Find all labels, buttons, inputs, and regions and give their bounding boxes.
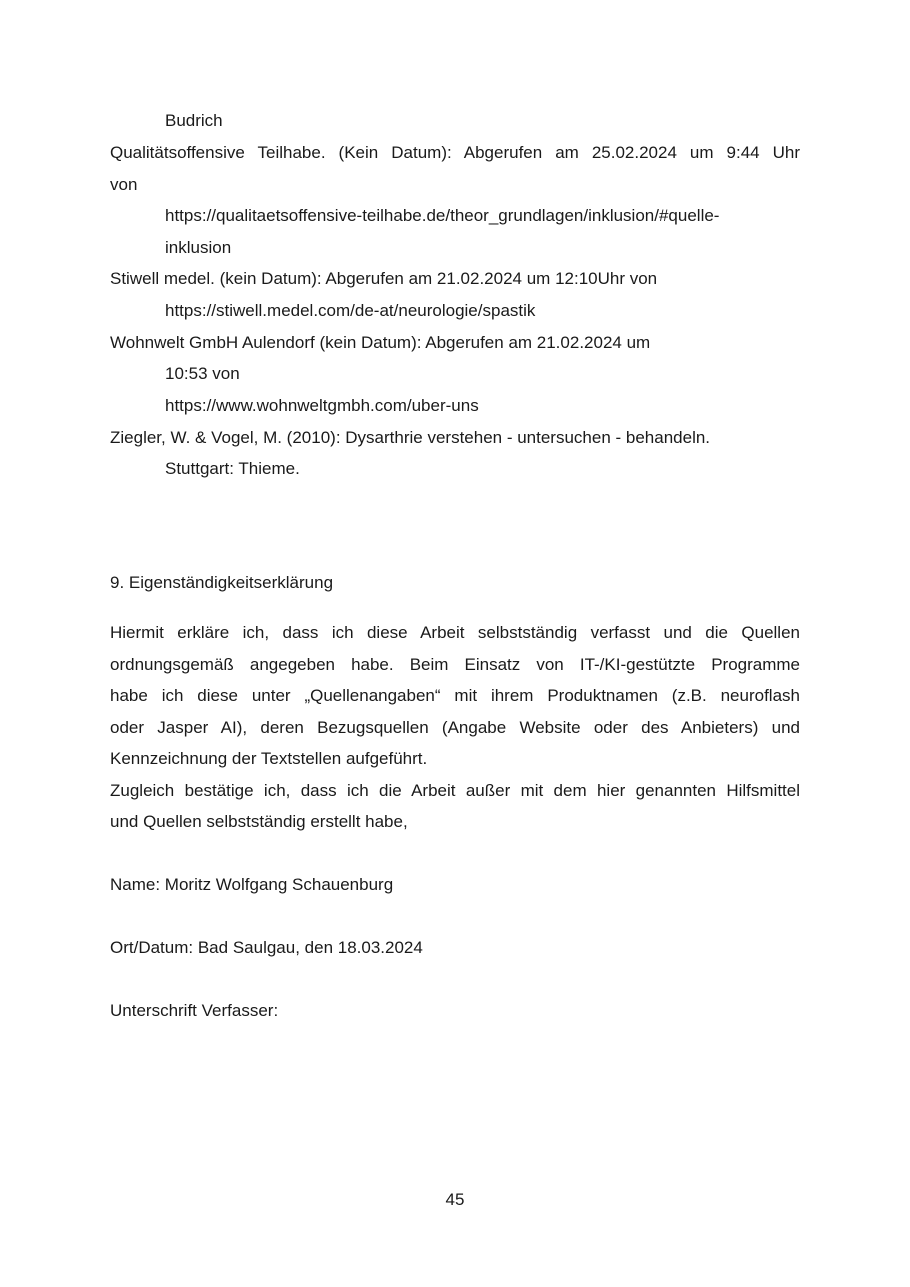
signature-label: Unterschrift Verfasser: bbox=[110, 1001, 279, 1020]
reference-qualitaetsoffensive-line2: von bbox=[110, 175, 138, 194]
declaration-paragraph-line: Kennzeichnung der Textstellen aufgeführt. bbox=[110, 749, 428, 768]
reference-ziegler-line1: Ziegler, W. & Vogel, M. (2010): Dysarthrie verstehen - untersuchen - behandeln. bbox=[110, 428, 711, 447]
page-number: 45 bbox=[445, 1190, 465, 1209]
declaration-paragraph-line: Hiermit erkläre ich, dass ich diese Arbeit selbstständig verfasst und die Quellen bbox=[110, 623, 800, 642]
reference-budrich-continuation: Budrich bbox=[165, 111, 223, 130]
author-name: Name: Moritz Wolfgang Schauenburg bbox=[110, 875, 394, 894]
reference-ziegler-line2: Stuttgart: Thieme. bbox=[165, 459, 300, 478]
reference-wohnwelt-line1: Wohnwelt GmbH Aulendorf (kein Datum): Abgerufen am 21.02.2024 um bbox=[110, 333, 651, 352]
reference-wohnwelt-line2: 10:53 von bbox=[165, 364, 240, 383]
reference-qualitaetsoffensive-line1: Qualitätsoffensive Teilhabe. (Kein Datum): Abgerufen am 25.02.2024 um 9:44 Uhr bbox=[110, 143, 800, 162]
reference-wohnwelt-url[interactable]: https://www.wohnweltgmbh.com/uber-uns bbox=[165, 396, 479, 415]
reference-stiwell-line1: Stiwell medel. (kein Datum): Abgerufen am 21.02.2024 um 12:10Uhr von bbox=[110, 269, 658, 288]
declaration-paragraph-line: habe ich diese unter „Quellenangaben“ mit ihrem Produktnamen (z.B. neuroflash bbox=[110, 686, 800, 705]
confirmation-paragraph-line: Zugleich bestätige ich, dass ich die Arbeit außer mit dem hier genannten Hilfsmittel bbox=[110, 781, 800, 800]
section-heading-declaration: 9. Eigenständigkeitserklärung bbox=[110, 573, 334, 592]
declaration-paragraph-line: oder Jasper AI), deren Bezugsquellen (Angabe Website oder des Anbieters) und bbox=[110, 718, 800, 737]
confirmation-paragraph-line: und Quellen selbstständig erstellt habe, bbox=[110, 812, 408, 831]
reference-stiwell-url[interactable]: https://stiwell.medel.com/de-at/neurologie/spastik bbox=[165, 301, 536, 320]
place-date: Ort/Datum: Bad Saulgau, den 18.03.2024 bbox=[110, 938, 423, 957]
reference-qualitaetsoffensive-url-continuation[interactable]: inklusion bbox=[165, 238, 232, 257]
reference-qualitaetsoffensive-url[interactable]: https://qualitaetsoffensive-teilhabe.de/theor_grundlagen/inklusion/#quelle- bbox=[165, 206, 720, 225]
declaration-paragraph-line: ordnungsgemäß angegeben habe. Beim Einsatz von IT-/KI-gestützte Programme bbox=[110, 655, 800, 674]
